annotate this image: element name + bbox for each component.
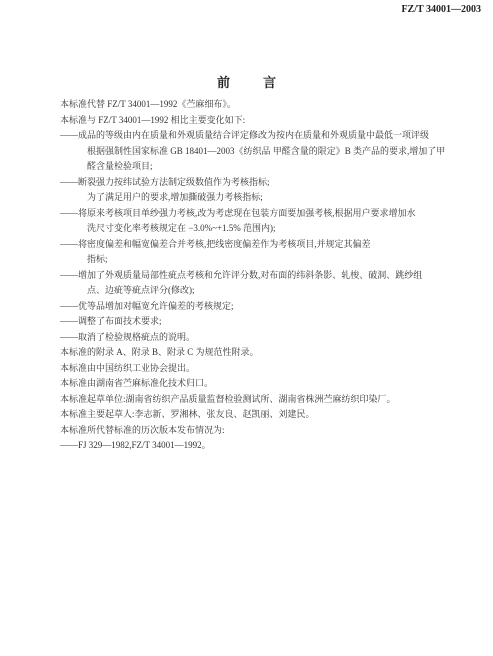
- preface-paragraph: [0, 345, 493, 361]
- preface-paragraph: [0, 314, 493, 330]
- preface-line: ——FJ 329—1982,FZ/T 34001—1992。: [60, 440, 211, 450]
- preface-line: 指标;: [87, 254, 108, 264]
- preface-paragraph: [0, 113, 493, 129]
- preface-paragraph: [0, 361, 493, 377]
- preface-paragraph: [0, 97, 493, 113]
- preface-line: ——取消了检验规格疵点的说明。: [60, 331, 196, 342]
- preface-line: 本标准代替 FZ/T 34001—1992《苎麻细布》。: [60, 99, 236, 109]
- preface-line: ——将密度偏差和幅宽偏差合并考核,把线密度偏差作为考核项目,并规定其偏差: [60, 238, 371, 249]
- preface-line: ——将原来考核项目单纱强力考核,改为考虑现在包装方面要加强考核,根据用户要求增加水: [60, 207, 416, 218]
- preface-line: 本标准起草单位:湖南省纺织产品质量监督检验测试所、湖南省株洲苎麻纺织印染厂。: [60, 393, 396, 404]
- preface-line: 本标准的附录 A、附录 B、附录 C 为规范性附录。: [60, 347, 259, 357]
- preface-line: 本标准由湖南省苎麻标准化技术归口。: [60, 378, 214, 388]
- preface-line: ——优等品增加对幅宽允许偏差的考核规定;: [60, 300, 234, 311]
- preface-paragraph: [0, 268, 493, 299]
- preface-line: 为了满足用户的要求,增加撕破强力考核指标;: [87, 192, 263, 202]
- preface-paragraph: [0, 128, 493, 175]
- preface-line: ——断裂强力按纬试验方法制定级数值作为考核指标;: [60, 176, 270, 187]
- preface-paragraph: [0, 392, 493, 408]
- preface-line: 醛含量检验项目;: [87, 161, 153, 171]
- preface-line: 根据强制性国家标准 GB 18401—2003《纺织品 甲醛含量的限定》B 类产品的要求,增加了甲: [87, 145, 446, 156]
- preface-line: 本标准与 FZ/T 34001—1992 相比主要变化如下:: [60, 114, 246, 125]
- preface-line: 本标准主要起草人:李志新、罗湘林、张友良、赵凯丽、刘建民。: [60, 409, 315, 419]
- preface-line: 本标准由中国纺织工业协会提出。: [60, 362, 196, 373]
- standard-code: FZ/T 34001—2003: [401, 4, 481, 15]
- preface-body: [0, 97, 493, 454]
- preface-paragraph: [0, 330, 493, 346]
- preface-paragraph: [0, 407, 493, 423]
- preface-line: ——增加了外观质量局部性疵点考核和允许评分数,对布面的纬斜条影、轧梭、破洞、跳纱组: [60, 269, 423, 280]
- preface-paragraph: [0, 376, 493, 392]
- preface-paragraph: [0, 206, 493, 237]
- page-title: 前 言: [216, 75, 286, 90]
- preface-line: 洗尺寸变化率考核规定在 −3.0%~+1.5% 范围内);: [87, 223, 276, 233]
- preface-line: ——成品的等级由内在质量和外观质量结合评定修改为按内在质量和外观质量中最低一项评级: [60, 130, 430, 140]
- preface-paragraph: [0, 175, 493, 206]
- preface-paragraph: [0, 423, 493, 439]
- preface-paragraph: [0, 438, 493, 454]
- preface-line: 本标准所代替标准的历次版本发布情况为:: [60, 424, 225, 435]
- preface-paragraph: [0, 237, 493, 268]
- preface-paragraph: [0, 299, 493, 315]
- preface-line: 点、边疵等疵点评分(修改);: [87, 285, 195, 295]
- preface-line: ——调整了布面技术要求;: [60, 316, 162, 326]
